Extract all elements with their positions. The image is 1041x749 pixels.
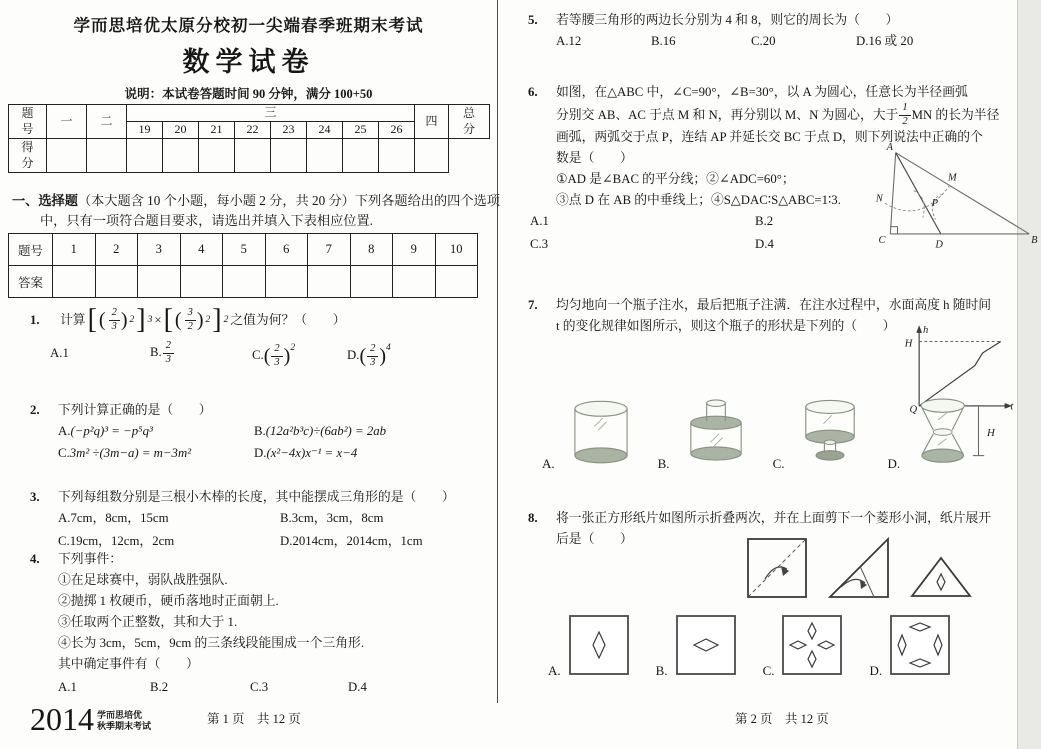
figure-label-d: D [935,239,943,251]
bottle-option-a [542,395,642,471]
fraction: $\frac{2}{3}$ [109,308,120,332]
question-6-claims-2: ③点 D 在 AB 的中垂线上；④S△DAC∶S△ABC=1∶3. [556,193,841,207]
score-subcolumn-row: 19 20 21 22 23 24 25 26 [9,122,490,139]
question-2-stem: 2. 下列计算正确的是（ ） [30,403,212,417]
option-c: C.3 [250,680,269,694]
option-a: A. [548,663,561,678]
option-b: B.16 [651,34,676,48]
option-d: D. [887,456,901,471]
unfold-option-d [869,612,953,678]
score-col-section-2: 二 [87,105,127,139]
option-c: C.20 [751,34,776,48]
option-d: D.2014cm，2014cm，1cm [280,534,423,548]
question-3-stem: 3. 下列每组数分别是三根小木棒的长度，其中能摆成三角形的是（ ） [30,490,455,504]
event-item-3: ③任取两个正整数，其和大于 1. [58,615,238,629]
option-d: D.(x²−4x)x⁻¹ = x−4 [254,446,358,460]
score-row [9,139,490,173]
one-half-fraction: $\frac{1}{2}$ [899,103,910,127]
answer-cell [223,266,266,298]
option-b: B.2 [755,214,774,228]
option-b: B. [655,663,668,678]
score-cell [271,139,307,173]
score-col-total: 总分 [463,105,476,136]
answer-cell [95,266,138,298]
score-cell [199,139,235,173]
question-4-stem: 4. 下列事件： [30,552,122,566]
cut-triangle-figure [909,550,973,600]
option-c: C.19cm，12cm，2cm [58,534,175,548]
score-col-section-1: 一 [47,105,87,139]
hourglass-vase-figure [905,395,1003,471]
figure-label-p: P [931,197,939,209]
square-four-rhombi-pattern-1 [779,612,845,678]
bottle-option-b [658,395,757,471]
unfold-option-c [763,612,846,678]
brand-year: 2014 [30,701,94,737]
fold-step-1-figure [745,536,809,600]
exam-header-line: 学而思培优太原分校初一尖端春季班期末考试 [73,16,424,35]
option-b: B.2 [150,680,169,694]
section-1-title: 一、选择题 [12,193,78,208]
option-d: D.4 [755,237,774,251]
score-table-corner-label: 题号 [21,105,34,136]
answer-cell [265,266,308,298]
event-item-4: ④长为 3cm，5cm，9cm 的三条线段能围成一个三角形. [58,636,365,650]
score-table [8,104,490,173]
score-cell [163,139,199,173]
score-cell [343,139,379,173]
square-one-vertical-rhombus [566,612,632,678]
option-c: C.( $\frac{2}{3}$ )$^2$ [252,343,296,368]
score-cell [47,139,87,173]
question-1-stem: 1. 计算 [ ( $\frac{2}{3}$ ) 2 ] 3 × [ ( $\frac{3}{2}$ ) 2 ] 2 之值为何？（ ） [30,304,346,335]
graph-origin-label: Q [909,404,918,416]
cylinder-glass-figure [560,395,642,471]
narrow-neck-bottle-figure [675,395,757,471]
paper-title: 数学试卷 [182,47,315,77]
score-cell [87,139,127,173]
question-7-stem-line-2: t 的变化规律如图所示，则这个瓶子的形状是下列的（ ） [556,319,896,333]
page-number-left: 第 1 页 共 12 页 [207,712,301,726]
option-d: D.( $\frac{2}{3}$ )$^4$ [347,343,391,368]
option-a: A. [542,456,555,471]
option-d: D.16 或 20 [856,34,914,48]
question-1 [30,306,492,368]
goblet-cup-figure [789,395,871,471]
option-b: B.(12a²b³c)÷(6ab²) = 2ab [254,424,387,438]
question-2 [30,400,492,464]
question-8 [528,508,1010,678]
bottle-option-d [887,395,1003,471]
question-7-stem-line-1: 7. 均匀地向一个瓶子注水，最后把瓶子注满．在注水过程中，水面高度 h 随时间 [528,298,992,312]
option-c: C. [772,456,785,471]
answer-cell [138,266,181,298]
score-cell [235,139,271,173]
question-5 [528,10,1008,52]
option-b: B. $\frac{2}{3}$ [150,341,252,365]
brand-line-1: 学而思培优 [97,710,143,720]
question-5-stem: 5. 若等腰三角形的两边长分别为 4 和 8，则它的周长为（ ） [528,13,899,27]
page-number-right: 第 2 页 共 12 页 [735,712,829,726]
fraction: $\frac{3}{2}$ [185,308,196,332]
answer-cell [350,266,393,298]
square-one-horizontal-rhombus [673,612,739,678]
graph-y-axis-label: h [922,324,929,336]
score-cell [415,139,449,173]
score-cell [379,139,415,173]
option-a: A.7cm，8cm，15cm [58,511,169,525]
answer-cell [180,266,223,298]
question-8-stem-line-1: 8. 将一张正方形纸片如图所示折叠两次，并在上面剪下一个菱形小洞，纸片展开 [528,511,992,525]
figure-label-a: A [886,141,894,153]
score-cell [307,139,343,173]
figure-label-c: C [878,234,886,246]
question-8-stem-line-2: 后是（ ） [556,532,633,546]
figure-label-n: N [875,193,883,205]
answer-fill-label: 答案 [9,266,53,298]
option-b: B. [657,456,670,471]
option-d: D.4 [348,680,367,694]
option-a: A.(−p²q)³ = −p⁵q³ [58,424,153,438]
answer-cell [308,266,351,298]
brand-line-2: 秋季期末考试 [97,721,152,732]
question-6-stem-line-4: 数是（ ） [556,151,633,165]
option-c: C.3 [530,237,549,251]
brand-footer [30,703,151,735]
answer-cell [53,266,96,298]
option-a: A.1 [58,680,77,694]
option-d: D. [869,663,883,678]
question-4 [30,549,492,698]
score-cell [127,139,163,173]
choice-answer-table [8,233,478,298]
page-1 [0,0,500,749]
square-four-rhombi-pattern-2 [887,612,953,678]
triangle-construction-figure [856,140,1041,252]
question-6-claims-1: ①AD 是∠BAC 的平分线；②∠ADC=60°； [556,172,795,186]
answer-cell [393,266,436,298]
question-3 [30,487,492,552]
exam-instructions: 说明：本试卷答题时间 90 分钟，满分 100+50 [124,87,373,101]
answer-cell [435,266,478,298]
option-b: B.3cm，3cm，8cm [280,511,384,525]
question-6-stem-line-3: 画弧，两弧交于点 P，连结 AP 并延长交 BC 于点 D，则下列说法中正确的个 [556,130,983,144]
graph-x-axis-label: t [1010,401,1014,413]
figure-label-b: B [1031,234,1038,246]
section-1-description: （本大题含 10 个小题，每小题 2 分，共 20 分）下列各题给出的四个选项中，只有一项符合题目要求，请选出并填入下表相应位置. [40,193,500,228]
score-col-section-4: 四 [415,105,449,139]
option-a: A.1 [530,214,549,228]
answer-fill-row [9,266,478,298]
question-4-ask: 其中确定事件有（ ） [58,657,199,671]
bottle-option-c [773,395,872,471]
question-6-stem-line-1: 6. 如图，在△ABC 中，∠C=90°，∠B=30°，以 A 为圆心，任意长为半径画弧 [528,85,968,99]
page-2 [497,0,1038,749]
option-a: A.12 [556,34,582,48]
fold-step-2-figure [827,536,891,600]
question-7 [528,295,1014,471]
graph-max-height-label: H [904,338,913,350]
answer-number-row: 题号 1 2 3 4 5 6 7 8 9 10 [9,234,478,266]
score-col-section-3: 三 [127,105,415,122]
unfold-option-b [656,612,739,678]
answer-number-label: 题号 [9,234,53,266]
option-c: C.3m² ÷(3m−a) = m−3m² [58,446,192,460]
question-6-stem-line-2: 分别交 AB、AC 于点 M 和 N，再分别以 M、N 为圆心，大于 $\frac{1}{2}$ MN 的长为半径 [556,102,1000,127]
option-c: C. [762,663,775,678]
question-6 [528,82,1038,255]
event-item-1: ①在足球赛中，弱队战胜强队. [58,573,228,587]
option-a: A.1 [50,345,69,360]
figure-label-m: M [948,172,957,184]
section-1-heading [12,191,518,231]
bottle-height-label: H [987,426,995,439]
event-item-2: ②抛掷 1 枚硬币，硬币落地时正面朝上. [58,594,279,608]
score-row-label: 得分 [21,139,34,170]
unfold-option-a [548,612,632,678]
